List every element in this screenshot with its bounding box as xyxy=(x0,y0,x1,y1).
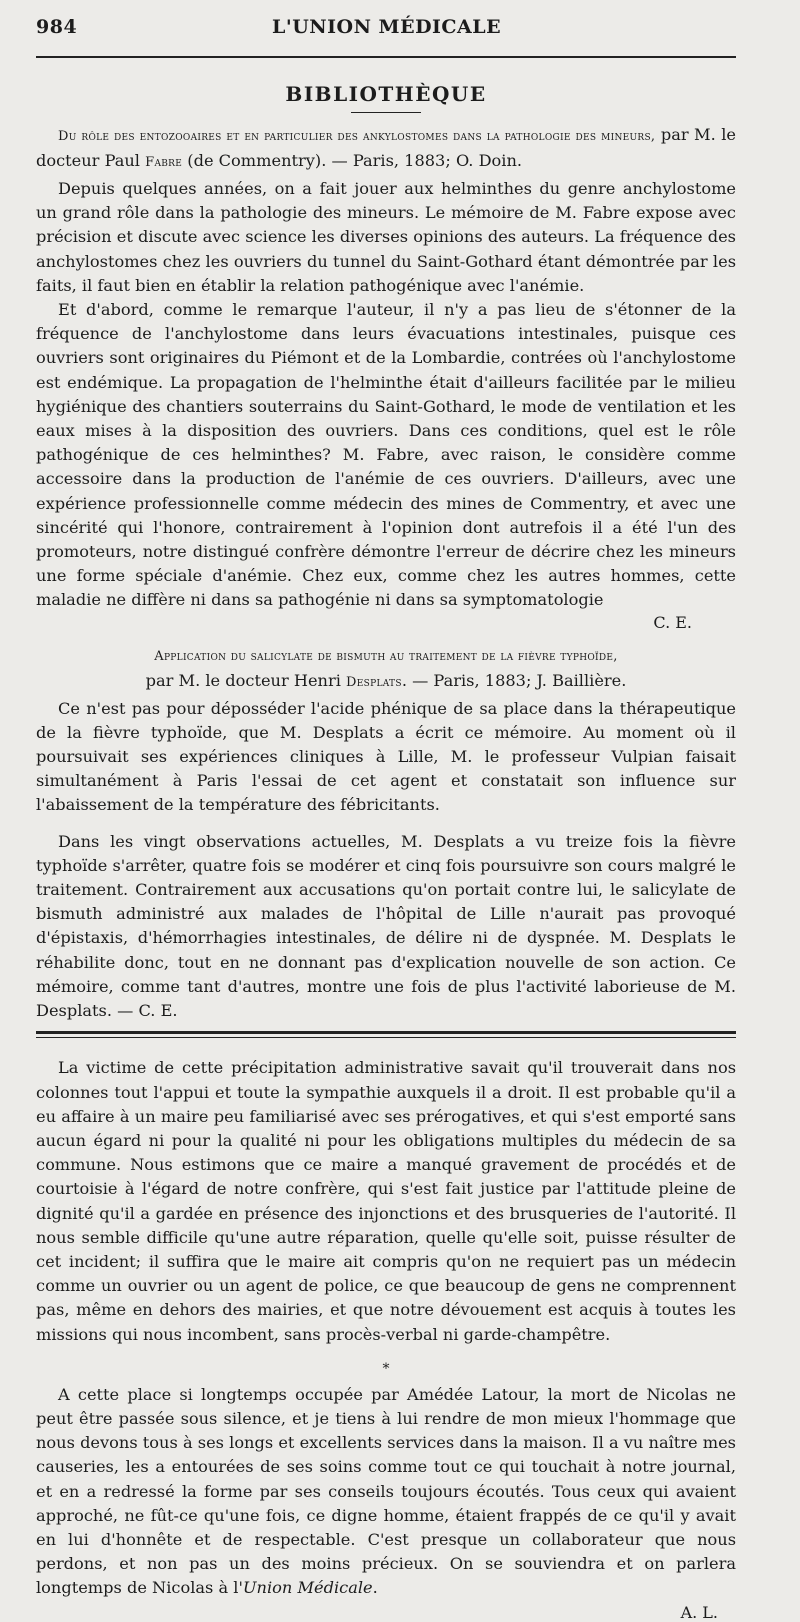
review2-title-smallcaps: Application du salicylate de bismuth au traitement de la fièvre typhoïde, xyxy=(154,648,618,664)
review1-signature: C. E. xyxy=(653,612,692,632)
divider-thin-line xyxy=(36,1037,736,1038)
section-title: BIBLIOTHÈQUE xyxy=(285,82,487,106)
asterisk-separator: * xyxy=(382,1360,390,1377)
divider-thick-line xyxy=(36,1031,736,1034)
review2-title xyxy=(36,643,736,695)
review1-author: Fabre xyxy=(145,155,183,170)
review1-paragraph-2: Et d'abord, comme le remarque l'auteur, il n'y a pas lieu de s'étonner de la fréquence de l'anchylostome dans leurs évacuations intestinales, puisque ces ouvriers sont originaires du Piémont et de la Lombardie, contrées où l'anchylostome est endémique. La propagation de l'helminthe était d'ailleurs facilitée par le milieu hygiénique des chantiers souterrains du Saint-Gothard, le mode de ventilation et les eaux mises à la disposition des ouvriers. Dans ces conditions, quel est le rôle pathogénique de ces helminthes? M. Fabre, avec raison, le considère comme accessoire dans la production de l'anémie de ces ouvriers. D'ailleurs, avec une expérience professionnelle comme médecin des mines de Commentry, et avec une sincérité qui l'honore, contrairement à l'opinion dont autrefois il a été l'un des promoteurs, notre distingué confrère démontre l'erreur de décrire chez les mineurs une forme spéciale d'anémie. Chez eux, comme chez les autres hommes, cette maladie ne diffère ni dans sa pathogénie ni dans sa symptomatologie xyxy=(36,300,736,610)
lower-paragraph-2-end: . xyxy=(372,1578,378,1598)
review1-title-pre: par M. le docteur Paul xyxy=(36,125,736,170)
title-underline xyxy=(351,112,421,113)
review2-paragraph-2: Dans les vingt observations actuelles, M. Desplats a vu treize fois la fièvre typhoïde s'arrêter, quatre fois se modérer et cinq fois poursuivre son cours malgré le traitement. Contrairement aux accusations qu'on portait contre lui, le salicylate de bismuth administré aux malades de l'hôpital de Lille n'aurait pas provoqué d'épistaxis, d'hémorrhagies intestinales, de délire ni de dyspnée. M. Desplats le réhabilite donc, tout en ne donnant pas d'explication nouvelle de son action. Ce mémoire, comme tant d'autres, montre une fois de plus l'activité laborieuse de M. Desplats. — C. E. xyxy=(36,831,736,1021)
paragraph-gap xyxy=(36,818,736,830)
lower-paragraph-1: La victime de cette précipitation administrative savait qu'il trouverait dans nos colonnes tout l'appui et toute la sympathie auxquels il a droit. Il est probable qu'il a eu affaire à un maire peu familiarisé avec ses prérogatives, et qui s'est emporté sans aucun égard ni pour la qualité ni pour les obligations multiples du médecin de sa commune. Nous estimons que ce maire a manqué gravement de procédés et de courtoisie à l'égard de notre confrère, qui s'est fait justice par l'attitude pleine de dignité qu'il a gardée en présence des injonctions et des brusqueries de l'autorité. Il nous semble difficile qu'une autre réparation, quelle qu'elle soit, puisse résulter de cet incident; il suffira que le maire ait compris qu'on ne requiert pas un médecin comme un ouvrier ou un agent de police, ce que beaucoup de gens ne comprennent pas, même en dehors des mairies, et que notre dévouement est acquis à toutes les missions qui nous incombent, sans procès-verbal ni garde-champêtre. xyxy=(36,1058,736,1344)
review2-title-pre: par M. le docteur Henri xyxy=(145,670,347,690)
lower-paragraph-2-text: A cette place si longtemps occupée par Amédée Latour, la mort de Nicolas ne peut être passée sous silence, et je tiens à lui rendre de mon mieux l'hommage que nous devons tous à ses longs et excellents services dans la maison. Il a vu naître mes causeries, les a entourées de ses soins comme tout ce qui touchait à notre journal, et en a redressé la forme par ses conseils toujours écoutés. Tous ceux qui avaient approché, ne fût-ce qu'une fois, ce digne homme, étaient frappés de ce qu'il y avait en lui d'honnête et de respectable. C'est presque un collaborateur que nous perdons, et non pas un des moins précieux. On se souviendra et on parlera longtemps de Nicolas à l' xyxy=(36,1384,736,1598)
review2-title-post: . — Paris, 1883; J. Baillière. xyxy=(401,670,627,690)
review1-title-smallcaps: Du rôle des entozooaires et en particulier des ankylostomes dans la pathologie des mineurs, xyxy=(58,129,656,144)
review2-author: Desplats xyxy=(346,674,402,690)
journal-title: L'UNION MÉDICALE xyxy=(272,16,502,38)
section-divider xyxy=(36,1031,736,1038)
review1-paragraph-1: Depuis quelques années, on a fait jouer aux helminthes du genre anchylostome un grand rôle dans la pathologie des mineurs. Le mémoire de M. Fabre expose avec précision et discute avec science les diverses opinions des auteurs. La fréquence des anchylostomes chez les ouvriers du tunnel du Saint-Gothard étant démontrée par les faits, il faut bien en établir la relation pathogénique avec l'anémie. xyxy=(36,179,736,295)
lower-signature: A. L. xyxy=(680,1602,718,1622)
header-rule xyxy=(36,56,736,58)
review2-paragraph-1: Ce n'est pas pour déposséder l'acide phénique de sa place dans la thérapeutique de la fièvre typhoïde, que M. Desplats a écrit ce mémoire. Au moment où il poursuivait ses expériences cliniques à Lille, M. le professeur Vulpian faisait simultanément à Paris l'essai de cet agent et constatait son influence sur l'abaissement de la température des fébricitants. xyxy=(36,698,736,815)
review1-title-post: (de Commentry). — Paris, 1883; O. Doin. xyxy=(182,151,523,170)
page-number: 984 xyxy=(36,16,78,38)
review1-title xyxy=(36,123,736,175)
lower-paragraph-2 xyxy=(36,1383,736,1601)
journal-name-italic: Union Médicale xyxy=(242,1578,373,1598)
running-head xyxy=(36,16,736,50)
